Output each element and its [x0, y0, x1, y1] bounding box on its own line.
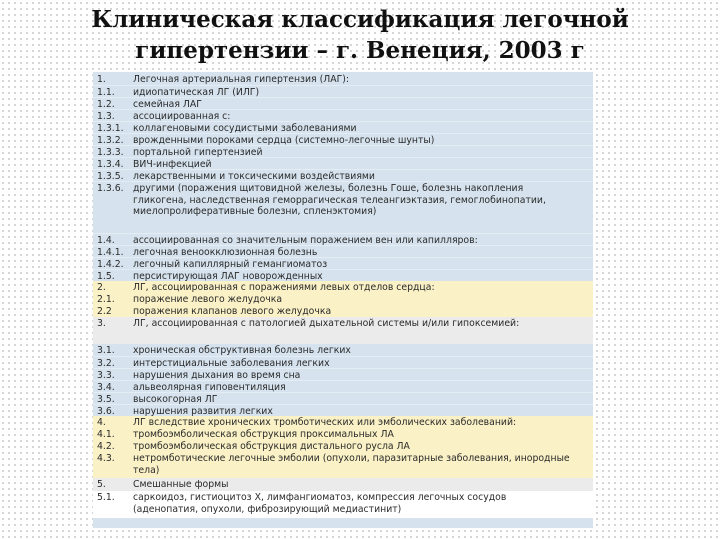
- row-text: тромбоэмболическая обструкция дистального русла ЛА: [133, 441, 410, 452]
- table-row: [93, 428, 593, 440]
- row-number: 3.4.: [97, 382, 115, 393]
- table-row: [93, 440, 593, 452]
- row-text: альвеолярная гиповентиляция: [133, 382, 286, 393]
- table-row: [93, 356, 593, 368]
- table-row: [93, 293, 593, 305]
- table-row: [93, 281, 593, 293]
- table-row: [93, 404, 593, 416]
- row-text: тромбоэмболическая обструкция проксимальных ЛА: [133, 429, 394, 440]
- table-row: [93, 169, 593, 181]
- table-row: [93, 121, 593, 133]
- row-text: интерстициальные заболевания легких: [133, 358, 330, 369]
- row-number: 5.1.: [97, 492, 115, 503]
- row-number: 3.: [97, 318, 106, 329]
- table-row: [93, 392, 593, 404]
- row-number: 4.2.: [97, 441, 115, 452]
- table-row: [93, 269, 593, 281]
- row-number: 1.3.3.: [97, 147, 124, 158]
- table-row: [93, 491, 593, 518]
- row-text: саркоидоз, гистиоцитоз Х, лимфангиоматоз, компрессия легочных сосудов (аденопатия, опухоли, фиброзирующий медиастинит): [133, 492, 507, 515]
- row-text: врожденными пороками сердца (системно-легочные шунты): [133, 135, 435, 146]
- row-number: 3.3.: [97, 370, 115, 381]
- table-row: [93, 452, 593, 478]
- row-number: 2.: [97, 282, 106, 293]
- row-number: 3.5.: [97, 394, 115, 405]
- title-line-1: Клиническая классификация легочной: [91, 6, 629, 33]
- row-number: 1.4.: [97, 235, 115, 246]
- table-row: [93, 257, 593, 269]
- row-text: нарушения дыхания во время сна: [133, 370, 301, 381]
- table-row: [93, 233, 593, 245]
- table-row: [93, 73, 593, 85]
- table-row: [93, 85, 593, 97]
- table-row: [93, 97, 593, 109]
- row-text: ассоциированная со значительным поражением вен или капилляров:: [133, 235, 478, 246]
- row-text: ЛГ вследствие хронических тромботических или эмболических заболеваний:: [133, 417, 517, 428]
- title-line-2: гипертензии – г. Венеция, 2003 г: [135, 37, 585, 64]
- table-row: [93, 109, 593, 121]
- row-text: поражения клапанов левого желудочка: [133, 306, 332, 317]
- row-number: 4.: [97, 417, 106, 428]
- row-number: 4.3.: [97, 453, 115, 464]
- row-text: ЛГ, ассоциированная с патологией дыхательной системы и/или гипоксемией:: [133, 318, 520, 329]
- row-number: 1.3.5.: [97, 171, 124, 182]
- row-text: семейная ЛАГ: [133, 99, 202, 110]
- row-number: 1.2.: [97, 99, 115, 110]
- table-row: [93, 245, 593, 257]
- row-number: 1.3.4.: [97, 159, 124, 170]
- table-row: [93, 344, 593, 356]
- row-text: нетромботические легочные эмболии (опухоли, паразитарные заболевания, инородные тела): [133, 453, 570, 476]
- row-text: идиопатическая ЛГ (ИЛГ): [133, 87, 260, 98]
- row-number: 1.3.6.: [97, 183, 124, 194]
- row-text: хроническая обструктивная болезнь легких: [133, 345, 351, 356]
- row-number: 1.4.2.: [97, 259, 124, 270]
- row-number: 3.1.: [97, 345, 115, 356]
- table-row: [93, 133, 593, 145]
- table-row: [93, 380, 593, 392]
- row-number: 3.6.: [97, 406, 115, 417]
- page-title: [0, 4, 720, 66]
- row-number: 1.4.1.: [97, 247, 124, 258]
- row-number: 2.2: [97, 306, 112, 317]
- row-text: Легочная артериальная гипертензия (ЛАГ):: [133, 74, 349, 85]
- table-row: [93, 305, 593, 317]
- row-number: 1.3.: [97, 111, 115, 122]
- row-number: 1.: [97, 74, 106, 85]
- row-text: персистирующая ЛАГ новорожденных: [133, 271, 323, 282]
- row-text: высокогорная ЛГ: [133, 394, 218, 405]
- row-number: 1.3.2.: [97, 135, 124, 146]
- table-row: [93, 478, 593, 491]
- table-row: [93, 181, 593, 233]
- row-number: 1.5.: [97, 271, 115, 282]
- row-text: лекарственными и токсическими воздействиями: [133, 171, 375, 182]
- row-text: ассоциированная с:: [133, 111, 231, 122]
- row-number: 5.: [97, 479, 106, 490]
- row-text: легочный капиллярный гемангиоматоз: [133, 259, 328, 270]
- row-text: другими (поражения щитовидной железы, болезнь Гоше, болезнь накопления гликогена, наследственная геморрагическая телеангиэктазия, гемоглобинопатии, миелопролиферативные болезни, спленэктомия): [133, 183, 546, 217]
- row-text: Смешанные формы: [133, 479, 229, 490]
- row-text: поражение левого желудочка: [133, 294, 283, 305]
- row-text: легочная веноокклюзионная болезнь: [133, 247, 318, 258]
- row-number: 2.1.: [97, 294, 115, 305]
- row-text: портальной гипертензией: [133, 147, 263, 158]
- row-number: 1.1.: [97, 87, 115, 98]
- row-number: 1.3.1.: [97, 123, 124, 134]
- table-row: [93, 368, 593, 380]
- row-number: 4.1.: [97, 429, 115, 440]
- table-row: [93, 157, 593, 169]
- row-text: ВИЧ-инфекцией: [133, 159, 212, 170]
- row-text: ЛГ, ассоциированная с поражениями левых отделов сердца:: [133, 282, 435, 293]
- row-text: коллагеновыми сосудистыми заболеваниями: [133, 123, 357, 134]
- table-row: [93, 145, 593, 157]
- table-row: [93, 416, 593, 428]
- table-row: [93, 317, 593, 344]
- row-number: 3.2.: [97, 358, 115, 369]
- row-text: нарушения развития легких: [133, 406, 273, 417]
- classification-table: [93, 72, 593, 528]
